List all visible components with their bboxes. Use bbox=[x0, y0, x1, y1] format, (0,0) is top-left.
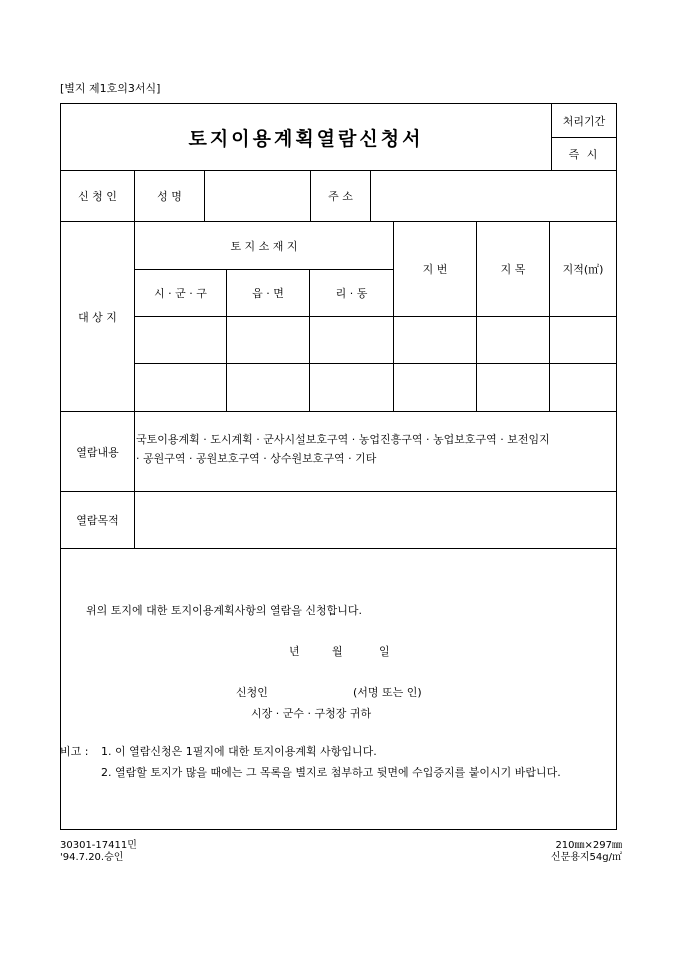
inspection-content-line: 국토이용계획 · 도시계획 · 군사시설보호구역 · 농업진흥구역 · 농업보호구역 · 보전임지 bbox=[136, 433, 550, 446]
name-label: 성 명 bbox=[157, 190, 182, 203]
signature-hint: (서명 또는 인) bbox=[353, 686, 422, 699]
table-cell[interactable] bbox=[477, 364, 549, 411]
table-cell[interactable] bbox=[135, 317, 226, 363]
inspection-content-label: 열람내용 bbox=[76, 445, 119, 459]
table-cell[interactable] bbox=[310, 317, 393, 363]
inspection-content-line: · 공원구역 · 공원보호구역 · 상수원보호구역 · 기타 bbox=[136, 452, 377, 465]
addressee: 시장 · 군수 · 구청장 귀하 bbox=[251, 707, 372, 720]
processing-period-value: 즉 시 bbox=[568, 148, 600, 161]
table-cell[interactable] bbox=[394, 364, 476, 411]
lot-number-header: 지 번 bbox=[422, 263, 448, 276]
applicant-label: 신 청 인 bbox=[78, 190, 117, 203]
footer-left bbox=[60, 840, 137, 864]
paper-size: 210㎜×297㎜ bbox=[555, 840, 622, 851]
table-cell[interactable] bbox=[477, 317, 549, 363]
notes-prefix: 비고 : bbox=[60, 745, 89, 758]
form-code: [별지 제1호의3서식] bbox=[60, 82, 161, 95]
table-cell[interactable] bbox=[550, 317, 616, 363]
date-day: 일 bbox=[379, 645, 390, 658]
divider bbox=[61, 548, 616, 549]
approval-date: '94.7.20.승인 bbox=[60, 852, 124, 863]
inspection-content-options bbox=[136, 430, 616, 468]
town-township-header: 읍 · 면 bbox=[252, 287, 284, 300]
paper-type: 신문용지54g/㎡ bbox=[550, 852, 622, 863]
date-month: 월 bbox=[332, 645, 343, 658]
table-cell[interactable] bbox=[135, 364, 226, 411]
note-1: 1. 이 열람신청은 1필지에 대한 토지이용계획 사항입니다. bbox=[101, 745, 377, 758]
table-cell[interactable] bbox=[394, 317, 476, 363]
address-label: 주 소 bbox=[328, 190, 353, 203]
date-year: 년 bbox=[289, 645, 300, 658]
form-number: 30301-17411민 bbox=[60, 840, 137, 851]
divider bbox=[61, 411, 616, 412]
application-form bbox=[60, 103, 617, 830]
form-title: 토지이용계획열람신청서 bbox=[188, 127, 424, 150]
land-category-header: 지 목 bbox=[500, 263, 526, 276]
application-statement: 위의 토지에 대한 토지이용계획사항의 열람을 신청합니다. bbox=[86, 604, 363, 617]
table-cell[interactable] bbox=[227, 364, 309, 411]
village-neighborhood-header: 리 · 동 bbox=[335, 287, 368, 300]
name-field[interactable] bbox=[205, 171, 310, 221]
land-location-header: 토 지 소 재 지 bbox=[230, 239, 298, 253]
city-county-district-header: 시 · 군 · 구 bbox=[154, 287, 207, 300]
target-land-label: 대 상 지 bbox=[78, 310, 117, 324]
address-field[interactable] bbox=[371, 171, 616, 221]
area-header: 지적(㎡) bbox=[562, 263, 604, 276]
inspection-purpose-field[interactable] bbox=[135, 492, 616, 548]
note-2: 2. 열람할 토지가 많을 때에는 그 목록을 별지로 첨부하고 뒷면에 수입증지를 붙이시기 바랍니다. bbox=[101, 766, 561, 779]
processing-period-label: 처리기간 bbox=[562, 114, 606, 128]
inspection-purpose-label: 열람목적 bbox=[76, 514, 119, 527]
table-cell[interactable] bbox=[227, 317, 309, 363]
table-cell[interactable] bbox=[550, 364, 616, 411]
table-cell[interactable] bbox=[310, 364, 393, 411]
footer-right bbox=[551, 840, 622, 864]
signature-applicant-label: 신청인 bbox=[236, 686, 268, 699]
